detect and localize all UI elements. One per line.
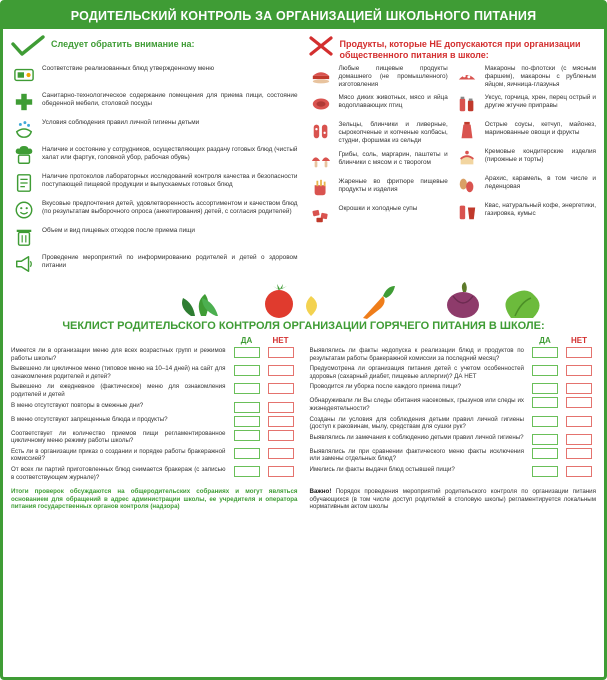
- attention-item-label: Условия соблюдения правил личной гигиены детьми: [42, 119, 200, 126]
- forbidden-item-label: Мясо диких животных, мясо и яйца водоплавающих птиц: [338, 94, 448, 110]
- red-cross-icon: [308, 35, 334, 57]
- vegetable-decoration: [11, 280, 596, 318]
- forbidden-heading: Продукты, которые НЕ допускаются при организации общественного питания в школе:: [339, 39, 581, 60]
- forbidden-item-label: Окрошки и холодные супы: [338, 204, 418, 212]
- forbidden-list-left: [308, 64, 452, 231]
- nuts-icon: [454, 174, 480, 196]
- hand-wash-icon: [11, 118, 37, 140]
- no-label: НЕТ: [571, 336, 587, 345]
- no-checkbox[interactable]: [566, 397, 592, 408]
- parsley-icon: [182, 294, 218, 316]
- sauce-icon: [454, 120, 480, 142]
- forbidden-item: [454, 120, 596, 142]
- forbidden-item: [454, 174, 596, 196]
- yes-checkbox[interactable]: [532, 448, 558, 459]
- attention-item: [11, 118, 298, 140]
- attention-item-label: Наличие и состояние у сотрудников, осуществляющих раздачу готовых блюд (чистый халат или фартук, головной убор, рабочая обувь): [42, 146, 298, 161]
- forbidden-item-label: Кремовые кондитерские изделия (пирожные и торты): [484, 148, 596, 164]
- tray-icon: [11, 64, 37, 86]
- pasta-icon: [454, 64, 480, 86]
- attention-item-label: Вкусовые предпочтения детей, удовлетворенность ассортиментом и качеством блюд (по результатам выборочного опроса (анкетирования) детей, с согласия родителей): [42, 200, 298, 215]
- question-label: Созданы ли условия для соблюдения детьми правил личной гигиены (доступ к раковинам, мылу, средствам для сушки рук?: [309, 415, 524, 431]
- question-label: Соответствует ли количество приемов пищи регламентированное цикличному меню режиму работы школы?: [11, 429, 226, 445]
- no-checkbox[interactable]: [268, 416, 294, 427]
- no-checkbox[interactable]: [566, 416, 592, 427]
- smiley-icon: [11, 199, 37, 221]
- question-label: Обнаруживали ли Вы следы обитания насекомых, грызунов или следы их жизнедеятельности?: [309, 397, 524, 412]
- question-label: Имелись ли факты выдачи блюд остывшей пищи?: [309, 465, 455, 473]
- cake-icon: [454, 147, 480, 169]
- checklist-yn-header-left: [11, 336, 298, 345]
- yes-checkbox[interactable]: [234, 416, 260, 427]
- megaphone-icon: [11, 253, 37, 275]
- no-checkbox[interactable]: [268, 347, 294, 358]
- checklist-row: [310, 448, 597, 463]
- forbidden-item: [454, 147, 596, 169]
- question-label: Имеется ли в организации меню для всех возрастных групп и режимов работы школы?: [11, 347, 226, 362]
- checklist-row: [310, 383, 597, 394]
- forbidden-item-label: Острые соусы, кетчуп, майонез, маринованные овощи и фрукты: [484, 121, 596, 137]
- no-checkbox[interactable]: [268, 402, 294, 413]
- yes-checkbox[interactable]: [234, 383, 260, 394]
- attention-item-label: Объем и вид пищевых отходов после приема пищи: [42, 227, 195, 234]
- checklist-row: [310, 365, 597, 380]
- chef-icon: [11, 145, 37, 167]
- forbidden-item-label: Любые пищевые продукты домашнего (не промышленного) изготовления: [338, 65, 448, 88]
- forbidden-item-label: Уксус, горчица, хрен, перец острый и другие жгучие приправы: [484, 94, 596, 110]
- checklist: [3, 336, 604, 484]
- green-check-icon: [11, 35, 45, 57]
- no-checkbox[interactable]: [566, 347, 592, 358]
- checklist-row: [310, 466, 597, 477]
- question-label: Выявлялись ли факты недопуска к реализации блюд и продуктов по результатам работы бракеражной комиссии за последний месяц?: [309, 347, 524, 362]
- question-label: Выявлялись ли замечания к соблюдению детьми правил личной гигиены?: [309, 433, 524, 441]
- forbidden-column: [304, 35, 597, 280]
- no-checkbox[interactable]: [566, 466, 592, 477]
- no-checkbox[interactable]: [566, 434, 592, 445]
- forbidden-item-label: Арахис, карамель, в том числе и леденцовая: [484, 175, 596, 191]
- yes-checkbox[interactable]: [234, 430, 260, 441]
- question-label: В меню отсутствуют запрещенные блюда и продукты?: [11, 415, 168, 423]
- yes-checkbox[interactable]: [234, 365, 260, 376]
- forbidden-item: [308, 177, 448, 199]
- checklist-row: [310, 347, 597, 362]
- forbidden-item: [308, 64, 448, 88]
- no-checkbox[interactable]: [268, 466, 294, 477]
- checklist-row: [310, 397, 597, 412]
- meat-icon: [308, 93, 334, 115]
- forbidden-header: [308, 35, 597, 61]
- trash-icon: [11, 226, 37, 248]
- checklist-row: [11, 347, 298, 362]
- yes-checkbox[interactable]: [532, 466, 558, 477]
- lettuce-icon: [505, 290, 539, 318]
- attention-item-label: Соответствие реализованных блюд утвержденному меню: [42, 65, 215, 72]
- question-label: Вывешено ли ежедневное (фактическое) меню для ознакомления родителей и детей: [11, 383, 226, 398]
- yes-checkbox[interactable]: [532, 397, 558, 408]
- no-checkbox[interactable]: [268, 383, 294, 394]
- checklist-row: [11, 448, 298, 463]
- footer-note-left: Итоги проверок обсуждаются на общеродительских собраниях и могут являться основанием для обращений в адрес администрации школы, ее учредителя и оператора питания государственных органов контроля (надзора): [11, 488, 298, 511]
- lemon-slice-icon: [306, 296, 317, 316]
- forbidden-item: [454, 64, 596, 88]
- onion-icon: [447, 282, 479, 318]
- yes-checkbox[interactable]: [532, 383, 558, 394]
- fried-icon: [308, 177, 334, 199]
- yes-checkbox[interactable]: [532, 416, 558, 427]
- checklist-right: [304, 336, 597, 484]
- forbidden-item: [308, 93, 448, 115]
- document-icon: [11, 172, 37, 194]
- footer: [3, 484, 604, 511]
- attention-item: [11, 91, 298, 113]
- attention-column: [11, 35, 304, 280]
- attention-item: [11, 172, 298, 194]
- mushroom-icon: [308, 150, 334, 172]
- attention-header: [11, 35, 298, 61]
- attention-item-label: Санитарно-технологическое содержание помещения для приема пищи, состояние обеденной мебели, столовой посуды: [42, 92, 298, 107]
- yes-checkbox[interactable]: [532, 365, 558, 376]
- question-label: Вывешено ли цикличное меню (типовое меню на 10–14 дней) на сайт для ознакомления родителей и детей?: [11, 365, 226, 380]
- spices-icon: [454, 93, 480, 115]
- no-checkbox[interactable]: [268, 365, 294, 376]
- checklist-row: [11, 365, 298, 380]
- forbidden-item: [454, 201, 596, 223]
- forbidden-item: [454, 93, 596, 115]
- checklist-row: [310, 416, 597, 431]
- attention-item: [11, 145, 298, 167]
- yes-checkbox[interactable]: [234, 347, 260, 358]
- footer-right-text: Порядок проведения мероприятий родительского контроля по организации питания обучающихся (в том числе доступ родителей в столовую школы) регламентируется локальным нормативным актом школы: [309, 488, 596, 511]
- footer-note-right: [304, 488, 597, 511]
- question-label: Проводится ли уборка после каждого приема пищи?: [309, 383, 462, 391]
- forbidden-item: [308, 204, 448, 226]
- checklist-left: [11, 336, 304, 484]
- yes-label: ДА: [240, 336, 253, 345]
- checklist-row: [310, 434, 597, 445]
- forbidden-item: [308, 150, 448, 172]
- yes-checkbox[interactable]: [234, 448, 260, 459]
- attention-item: [11, 226, 298, 248]
- yes-checkbox[interactable]: [234, 466, 260, 477]
- checklist-row: [11, 402, 298, 413]
- question-label: От всех ли партий приготовленных блюд снимается бракераж (с записью в соответствующем журнале)?: [11, 465, 226, 481]
- checklist-row: [11, 430, 298, 445]
- forbidden-item-label: Зельцы, блинчики и ливерные, сырокопченые и копченые колбасы, студни, форшмак из сельди: [338, 121, 448, 144]
- forbidden-item-label: Макароны по-флотски (с мясным фаршем), макароны с рубленым яйцом, яичница-глазунья: [484, 65, 596, 88]
- checklist-title: ЧЕКЛИСТ РОДИТЕЛЬСКОГО КОНТРОЛЯ ОРГАНИЗАЦИИ ГОРЯЧЕГО ПИТАНИЯ В ШКОЛЕ:: [62, 320, 545, 332]
- no-checkbox[interactable]: [566, 365, 592, 376]
- jelly-icon: [308, 120, 334, 142]
- checklist-yn-header-right: [310, 336, 597, 345]
- forbidden-list-right: [452, 64, 596, 231]
- attention-item: [11, 253, 298, 275]
- attention-item: [11, 199, 298, 221]
- tomato-icon: [265, 284, 293, 318]
- top-section: [3, 29, 604, 280]
- question-label: В меню отсутствуют повторы в смежные дни?: [11, 401, 144, 409]
- forbidden-item-label: Квас, натуральный кофе, энергетики, газировка, кумыс: [484, 202, 596, 218]
- no-label: НЕТ: [272, 336, 289, 345]
- no-checkbox[interactable]: [566, 448, 592, 459]
- drinks-icon: [454, 201, 480, 223]
- forbidden-item-label: Грибы, соль, маргарин, паштеты и блинчики с мясом и с творогом: [338, 150, 448, 166]
- question-label: Предусмотрена ли организация питания детей с учетом особенностей здоровья (сахарный диабет, пищевые аллергии)? ДА НЕТ: [309, 365, 524, 380]
- checklist-row: [11, 416, 298, 427]
- yes-checkbox[interactable]: [532, 347, 558, 358]
- footer-lead: Важно!: [309, 488, 332, 496]
- crouton-icon: [308, 204, 334, 226]
- homemade-food-icon: [308, 64, 334, 86]
- no-checkbox[interactable]: [268, 430, 294, 441]
- carrot-icon: [363, 286, 395, 319]
- question-label: Выявлялись ли при сравнении фактического меню факты исключения или замены отдельных блюд?: [309, 447, 524, 463]
- forbidden-item: [308, 120, 448, 144]
- forbidden-item-label: Жареные во фритюре пищевые продукты и изделия: [338, 177, 448, 193]
- yes-checkbox[interactable]: [532, 434, 558, 445]
- yes-label: ДА: [539, 336, 551, 345]
- attention-item-label: Проведение мероприятий по информированию родителей и детей о здоровом питании: [42, 254, 298, 269]
- checklist-row: [11, 466, 298, 481]
- attention-heading: Следует обратить внимание на:: [51, 39, 195, 49]
- attention-item: [11, 64, 298, 86]
- question-label: Есть ли в организации приказ о создании и порядке работы бракеражной комиссией?: [11, 447, 226, 463]
- no-checkbox[interactable]: [566, 383, 592, 394]
- checklist-row: [11, 383, 298, 398]
- yes-checkbox[interactable]: [234, 402, 260, 413]
- cross-medical-icon: [11, 91, 37, 113]
- attention-item-label: Наличие протоколов лабораторных исследований контроля качества и безопасности поступающей пищевой продукции и выпускаемых готовых блюд: [42, 173, 298, 188]
- page-title: РОДИТЕЛЬСКИЙ КОНТРОЛЬ ЗА ОРГАНИЗАЦИЕЙ ШКОЛЬНОГО ПИТАНИЯ: [3, 3, 604, 29]
- no-checkbox[interactable]: [268, 448, 294, 459]
